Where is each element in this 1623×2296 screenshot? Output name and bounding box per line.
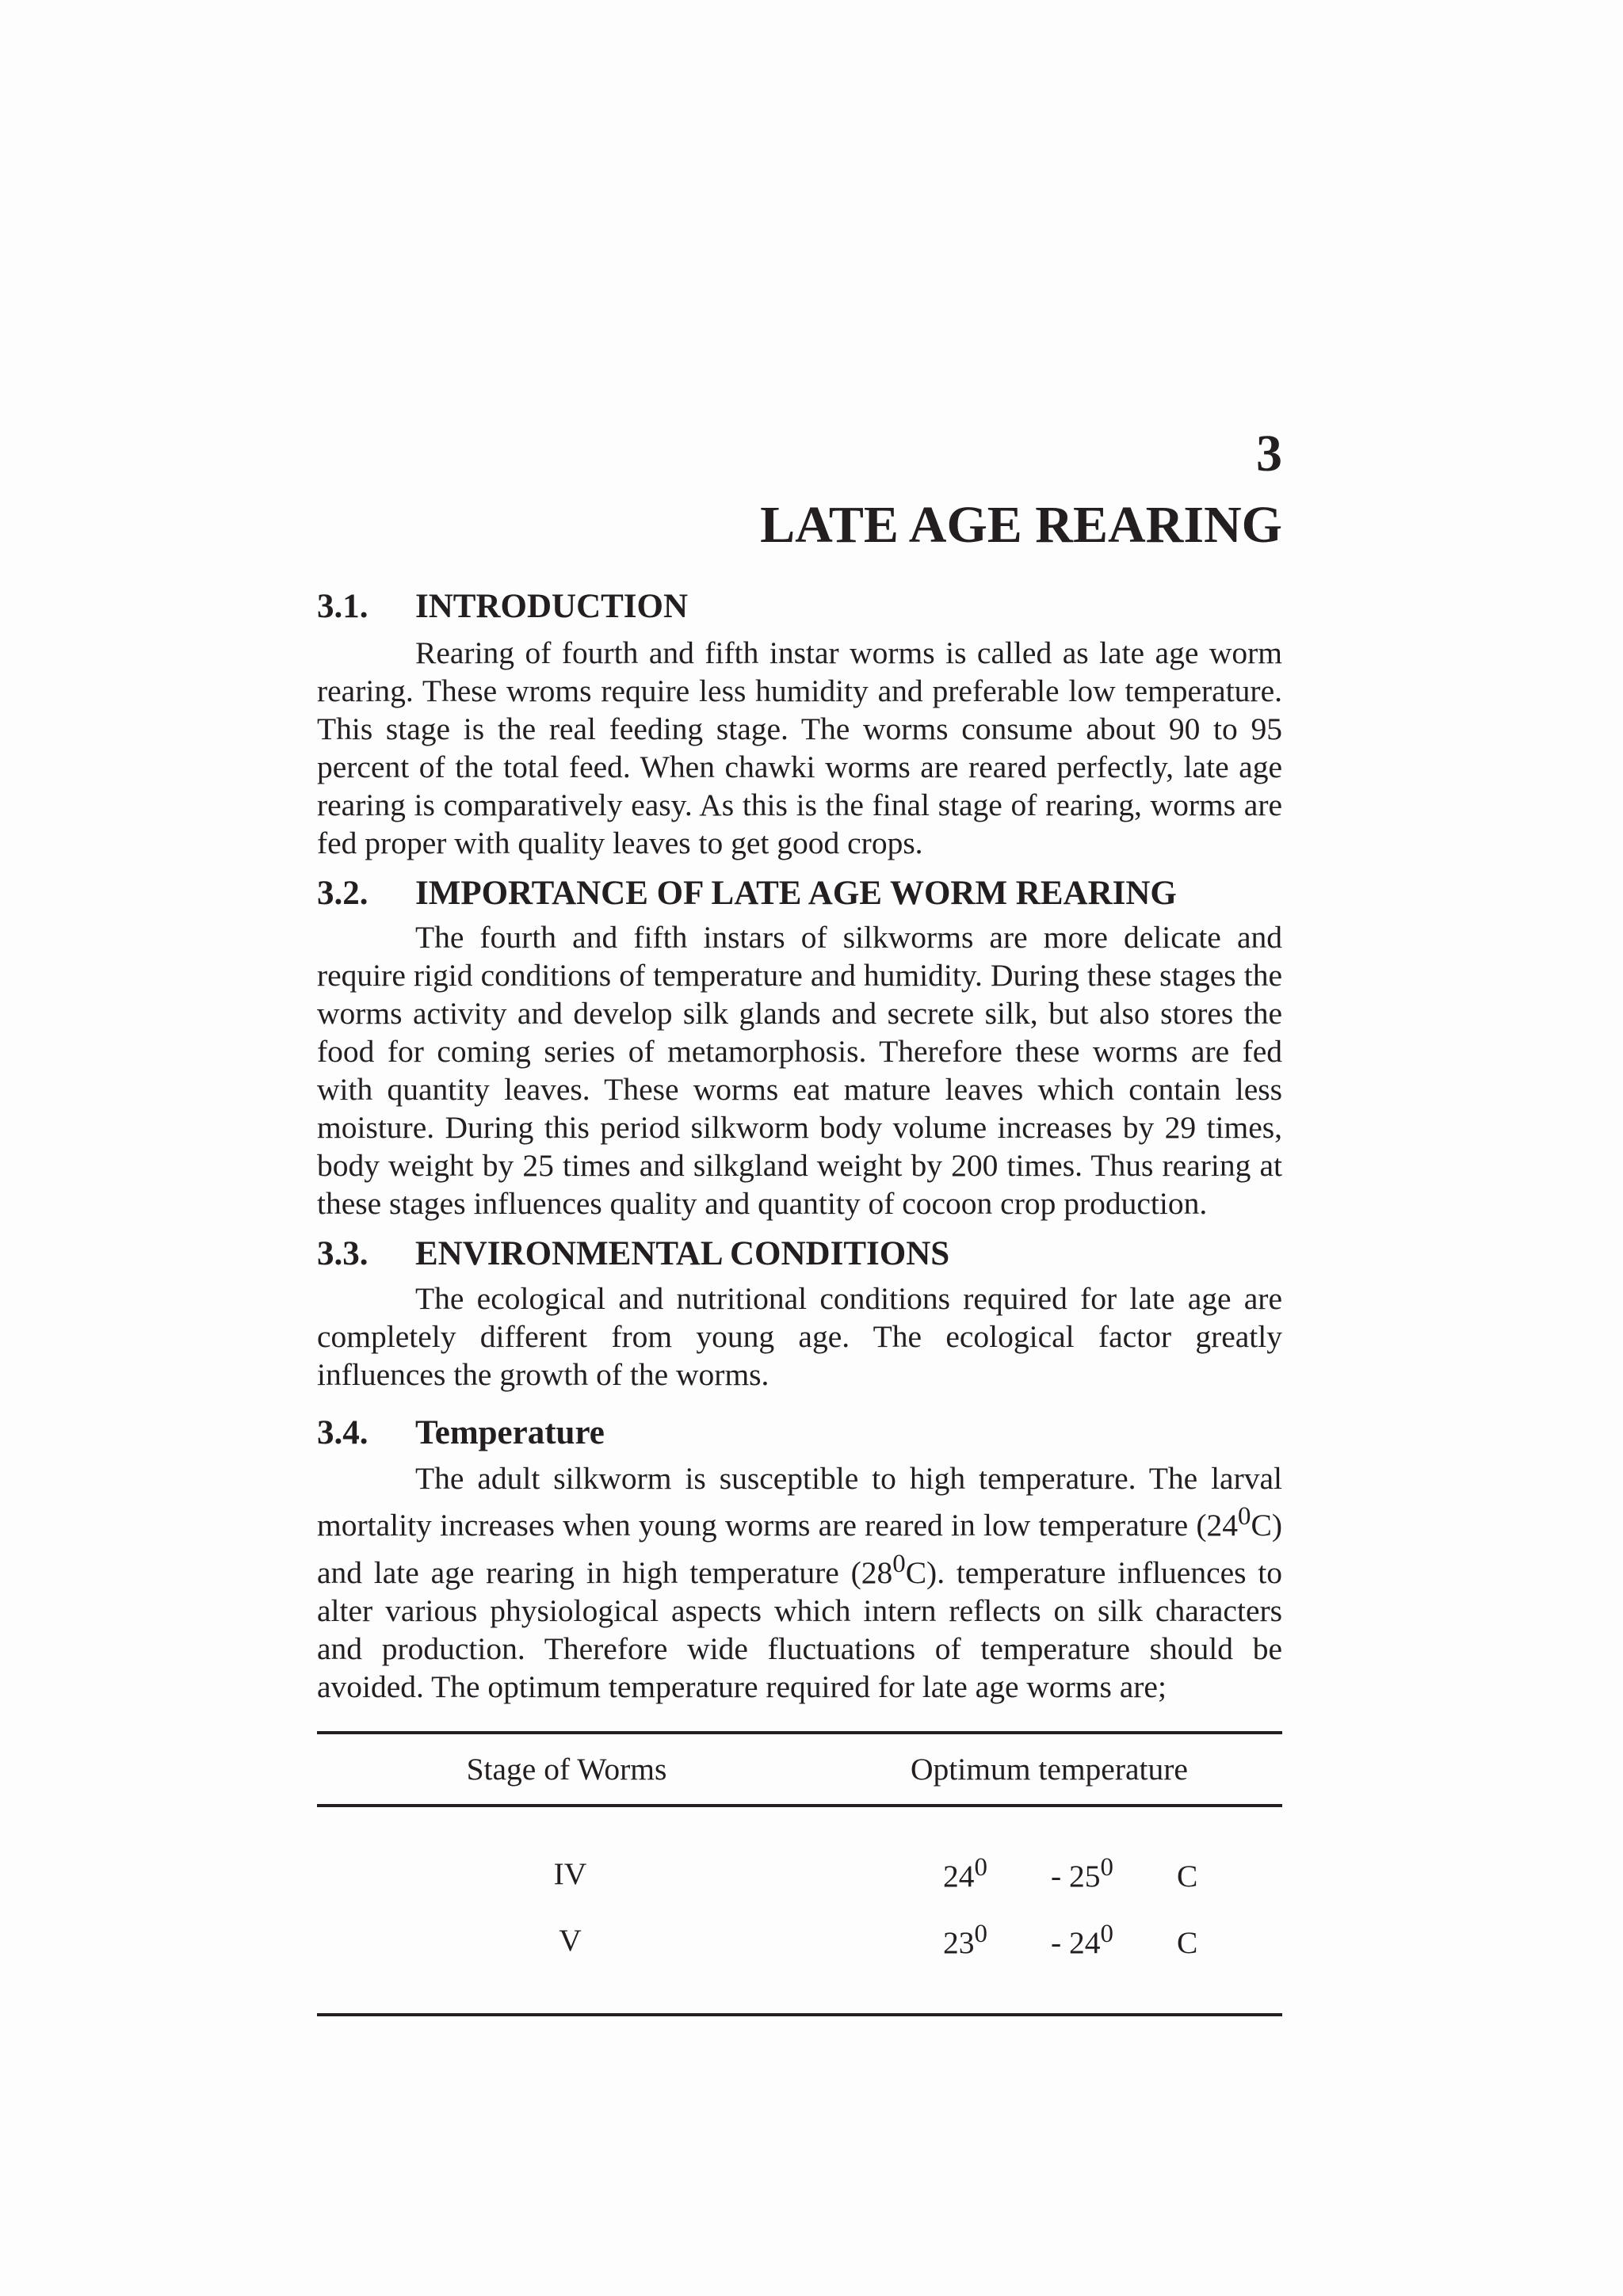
section-environmental-conditions	[317, 1234, 1282, 1394]
section-heading	[317, 1234, 1282, 1275]
superscript: 0	[974, 1852, 987, 1882]
temperature-table	[317, 1731, 1282, 2016]
paragraph-text: C). temperature influences to alter various physiological aspects which intern reflects on silk characters and production. Therefore wide fluctuations of temperature should be avoided. The optimum temperature required for late age worms are;	[317, 1554, 1282, 1704]
section-paragraph: Rearing of fourth and fifth instar worms is called as late age worm rearing. These wroms require less humidity and preferable low temperature. This stage is the real feeding stage. The worms consume about 90 to 95 percent of the total feed. When chawki worms are reared perfectly, late age rearing is comparatively easy. As this is the final stage of rearing, worms are fed proper with quality leaves to get good crops.	[317, 635, 1282, 860]
section-title: ENVIRONMENTAL CONDITIONS	[415, 1235, 950, 1273]
temp-number: 23	[943, 1924, 975, 1960]
section-importance	[317, 873, 1282, 1223]
temp-unit: C	[1176, 1924, 1198, 1960]
table-cell-stage	[317, 1855, 816, 1892]
section-title: INTRODUCTION	[415, 588, 689, 625]
stage-value: V	[559, 1922, 582, 1958]
section-paragraph: The fourth and fifth instars of silkworms are more delicate and require rigid conditions of temperature and humidity. During these stages the worms activity and develop silk glands and secrete silk, but also stores the food for coming series of metamorphosis. Therefore these worms are fed with quantity leaves. These worms eat mature leaves which contain less moisture. During this period silkworm body volume increases by 29 times, body weight by 25 times and silkgland weight by 200 times. Thus rearing at these stages influences quality and quantity of cocoon crop production.	[317, 920, 1282, 1222]
paragraph-text: C) and late age rearing in high temperature (28	[317, 1508, 1282, 1590]
chapter-title: LATE AGE REARING	[760, 496, 1282, 554]
temp-number: 24	[943, 1858, 975, 1894]
temperature-value	[816, 1920, 1197, 1961]
stage-value: IV	[553, 1855, 587, 1891]
table-header-cell	[317, 1751, 816, 1787]
table-header-cell	[816, 1751, 1282, 1787]
chapter-number: 3	[1256, 425, 1282, 482]
table-row	[317, 1840, 1282, 1907]
section-introduction	[317, 586, 1282, 862]
section-heading	[317, 586, 1282, 627]
superscript: 0	[892, 1549, 906, 1578]
section-temperature	[317, 1413, 1282, 1706]
table-header-row	[317, 1734, 1282, 1804]
superscript: 0	[1100, 1852, 1113, 1882]
table-cell-temperature	[816, 1853, 1282, 1894]
table-body	[317, 1807, 1282, 2013]
section-title: Temperature	[415, 1413, 605, 1451]
temperature-value	[816, 1853, 1197, 1894]
header-stage: Stage of Worms	[466, 1751, 667, 1787]
superscript: 0	[1100, 1919, 1113, 1948]
section-heading	[317, 1413, 1282, 1454]
section-number: 3.2.	[317, 874, 369, 912]
header-temperature: Optimum temperature	[911, 1751, 1188, 1787]
table-cell-stage	[317, 1922, 816, 1958]
section-number: 3.3.	[317, 1235, 369, 1273]
paragraph-text: The adult silkworm is susceptible to high temperature. The larval mortality increases when young worms are reared in low temperature (24	[317, 1461, 1282, 1543]
section-paragraph: The ecological and nutritional conditions required for late age are completely different from young age. The ecological factor greatly influences the growth of the worms.	[317, 1280, 1282, 1392]
table-bottom-rule	[317, 2013, 1282, 2016]
superscript: 0	[1238, 1502, 1251, 1531]
table-row	[317, 1907, 1282, 1974]
temp-number: - 24	[1050, 1924, 1101, 1960]
superscript: 0	[974, 1919, 987, 1948]
section-paragraph	[317, 1459, 1282, 1705]
section-number: 3.4.	[317, 1413, 369, 1451]
temp-unit: C	[1176, 1858, 1198, 1894]
section-number: 3.1.	[317, 588, 369, 625]
section-title: IMPORTANCE OF LATE AGE WORM REARING	[415, 874, 1177, 912]
temp-number: - 25	[1050, 1858, 1101, 1894]
section-heading	[317, 873, 1282, 914]
chapter-content	[317, 586, 1282, 2016]
table-cell-temperature	[816, 1920, 1282, 1961]
